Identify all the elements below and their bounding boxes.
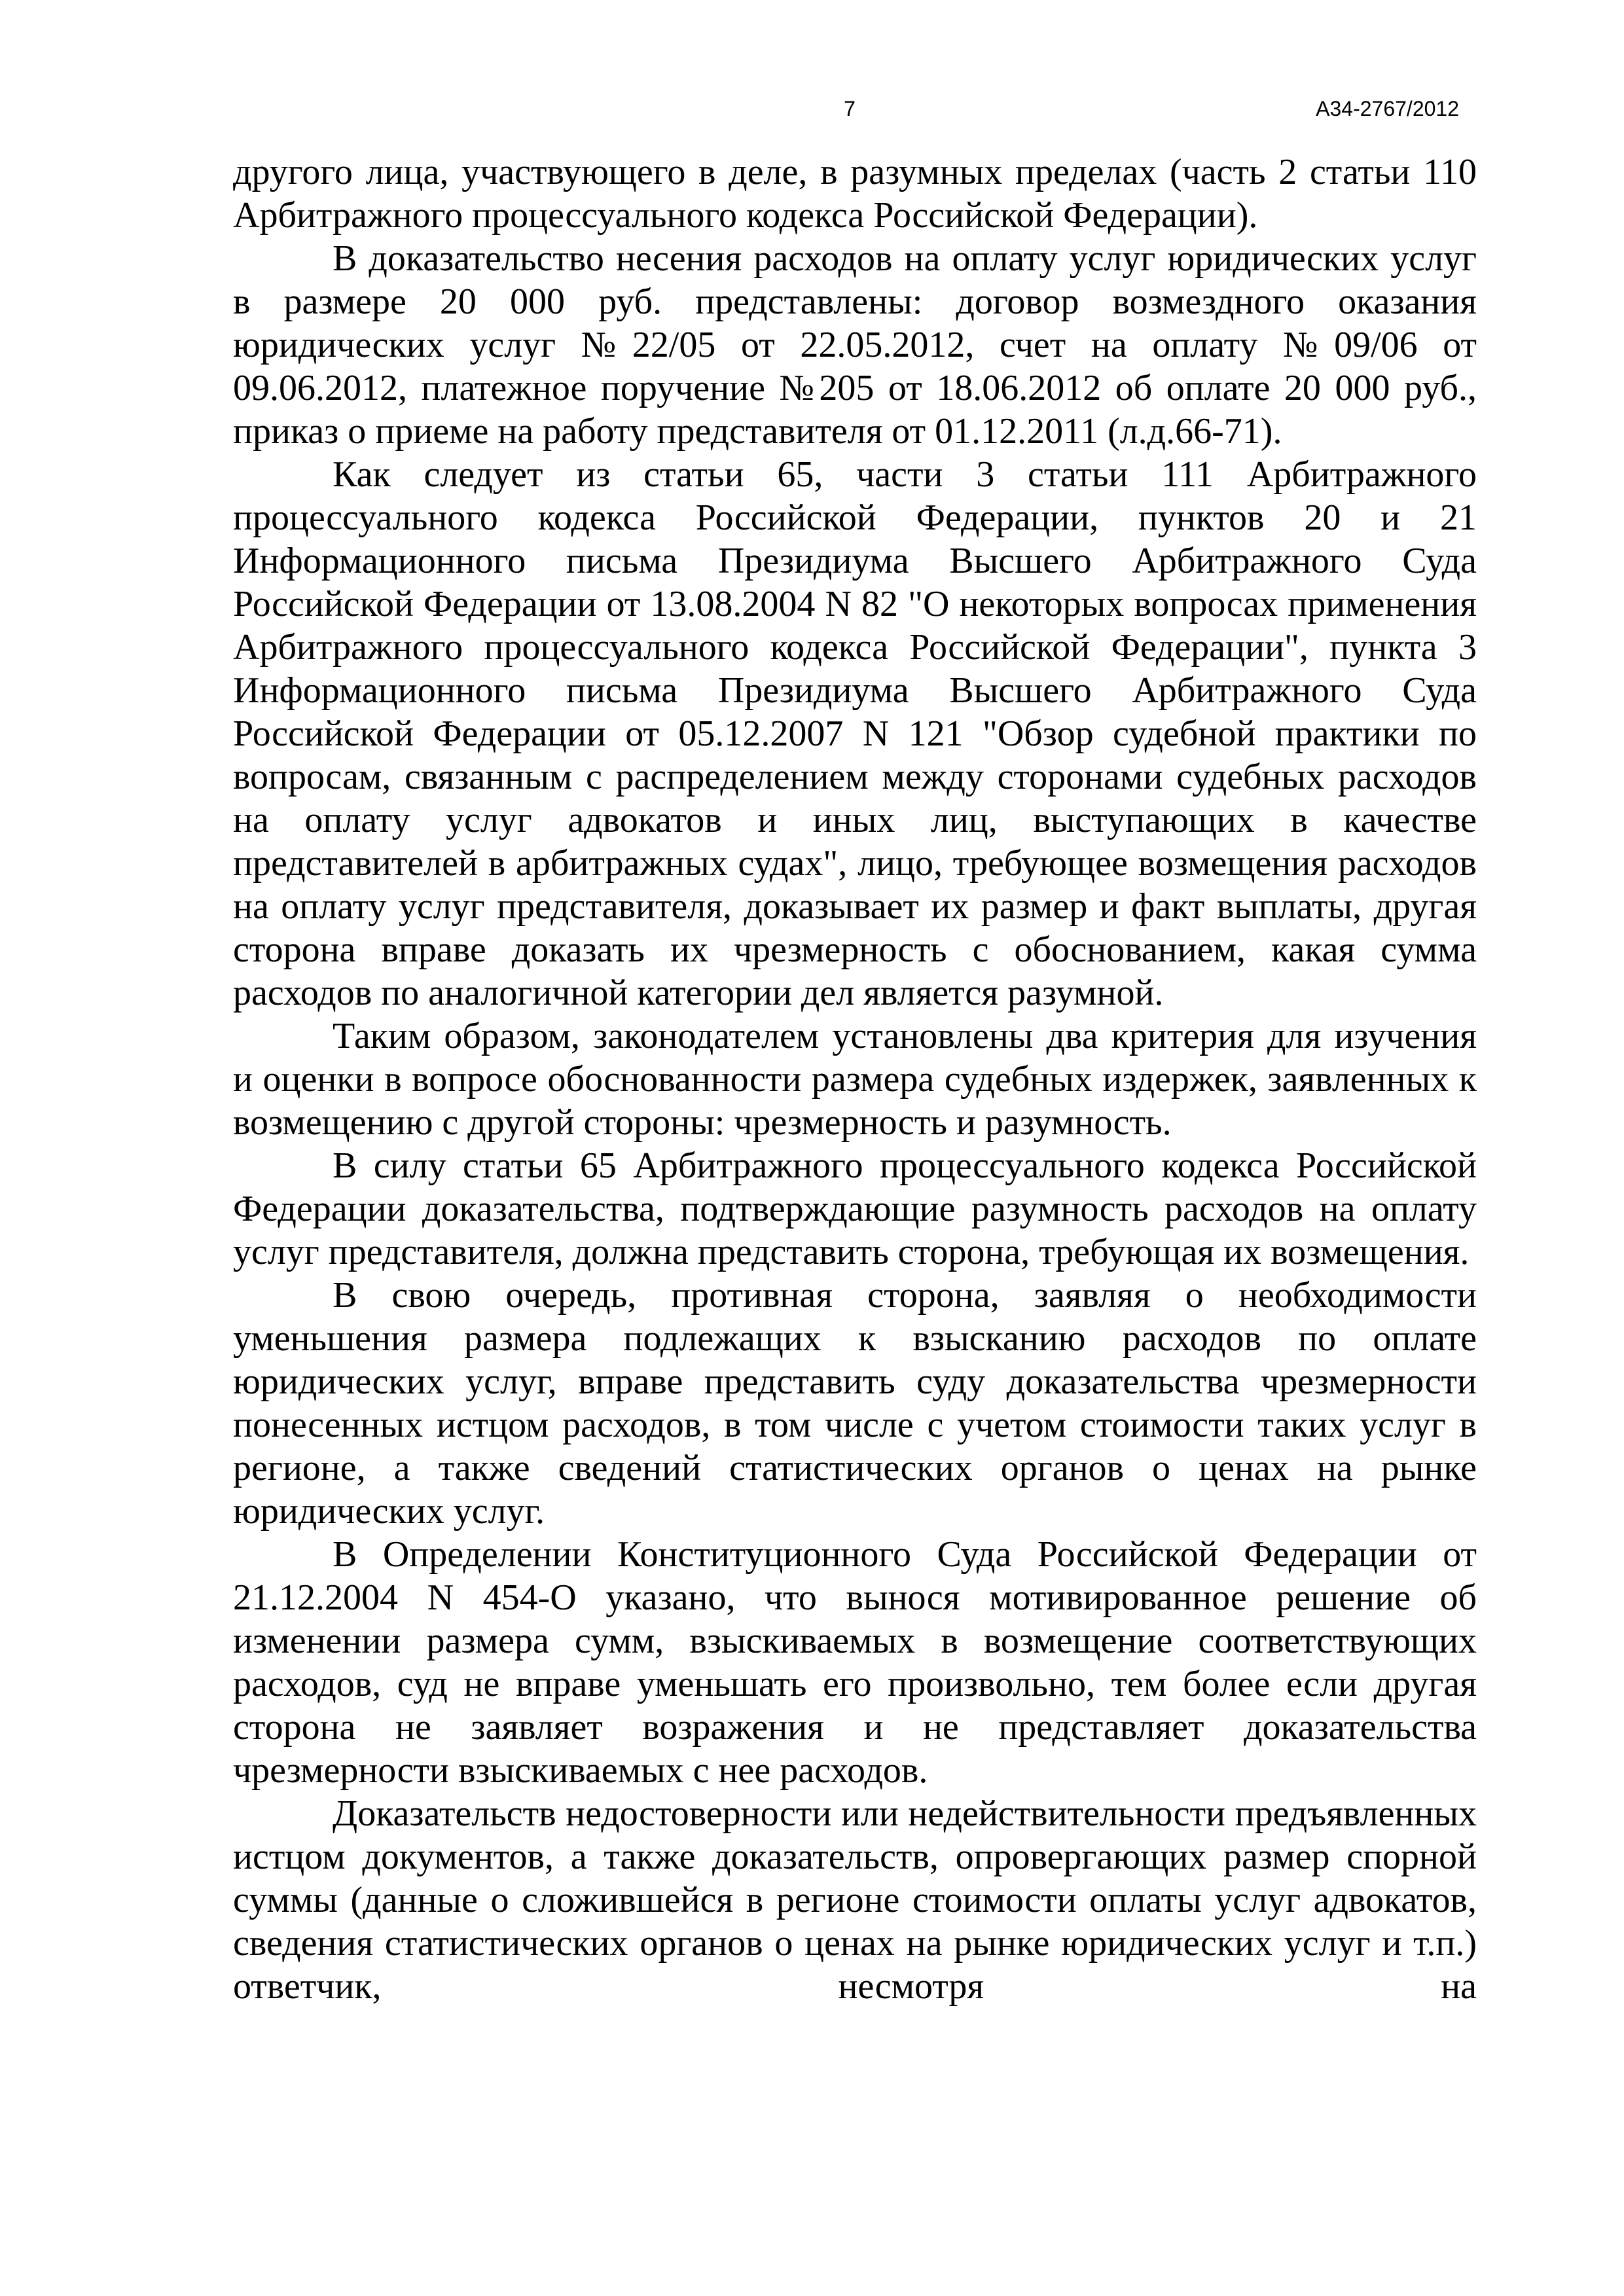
- paragraph-constitutional-court: В Определении Конституционного Суда Российской Федерации от 21.12.2004 N 454-О указано, что вынося мотивированное решение об изменении размера сумм, взыскиваемых в возмещение соответствующих расходов, суд не вправе уменьшать его произвольно, тем более если другая сторона не заявляет возражения и не представляет доказательства чрезмерности взыскиваемых с нее расходов.: [233, 1534, 1477, 1791]
- paragraph-expenses-evidence: В доказательство несения расходов на оплату услуг юридических услуг в размере 20 000 руб. представлены: договор возмездного оказания юридических услуг №22/05 от 22.05.2012, счет на оплату №09/06 от 09.06.2012, платежное поручение №205 от 18.06.2012 об оплате 20 000 руб., приказ о приеме на работу представителя от 01.12.2011 (л.д.66-71).: [233, 238, 1477, 452]
- paragraph-criteria: Таким образом, законодателем установлены два критерия для изучения и оценки в вопросе обоснованности размера судебных издержек, заявленных к возмещению с другой стороны: чрезмерность и разумность.: [233, 1016, 1477, 1143]
- page-number: 7: [844, 97, 856, 120]
- paragraph-opposing-side: В свою очередь, противная сторона, заявляя о необходимости уменьшения размера подлежащих к взысканию расходов по оплате юридических услуг, вправе представить суду доказательства чрезмерности понесенных истцом расходов, в том числе с учетом стоимости таких услуг в регионе, а также сведений статистических органов о ценах на рынке юридических услуг.: [233, 1275, 1477, 1532]
- paragraph-continuation: другого лица, участвующего в деле, в разумных пределах (часть 2 статьи 110 Арбитражного процессуального кодекса Российской Федерации).: [233, 152, 1477, 236]
- paragraph-article-65: В силу статьи 65 Арбитражного процессуального кодекса Российской Федерации доказательства, подтверждающие разумность расходов на оплату услуг представителя, должна представить сторона, требующая их возмещения.: [233, 1145, 1477, 1272]
- case-number: А34-2767/2012: [1316, 97, 1459, 120]
- paragraph-no-evidence: Доказательств недостоверности или недействительности предъявленных истцом документов, а также доказательств, опровергающих размер спорной суммы (данные о сложившейся в регионе стоимости оплаты услуг адвокатов, сведения статистических органов о ценах на рынке юридических услуг и т.п.) ответчик, несмотря на: [233, 1793, 1477, 2007]
- paragraph-legal-basis: Как следует из статьи 65, части 3 статьи 111 Арбитражного процессуального кодекса Российской Федерации, пунктов 20 и 21 Информационного письма Президиума Высшего Арбитражного Суда Российской Федерации от 13.08.2004 N 82 "О некоторых вопросах применения Арбитражного процессуального кодекса Российской Федерации", пункта 3 Информационного письма Президиума Высшего Арбитражного Суда Российской Федерации от 05.12.2007 N 121 "Обзор судебной практики по вопросам, связанным с распределением между сторонами судебных расходов на оплату услуг адвокатов и иных лиц, выступающих в качестве представителей в арбитражных судах", лицо, требующее возмещения расходов на оплату услуг представителя, доказывает их размер и факт выплаты, другая сторона вправе доказать их чрезмерность с обоснованием, какая сумма расходов по аналогичной категории дел является разумной.: [233, 454, 1477, 1013]
- document-body: [233, 151, 1477, 2008]
